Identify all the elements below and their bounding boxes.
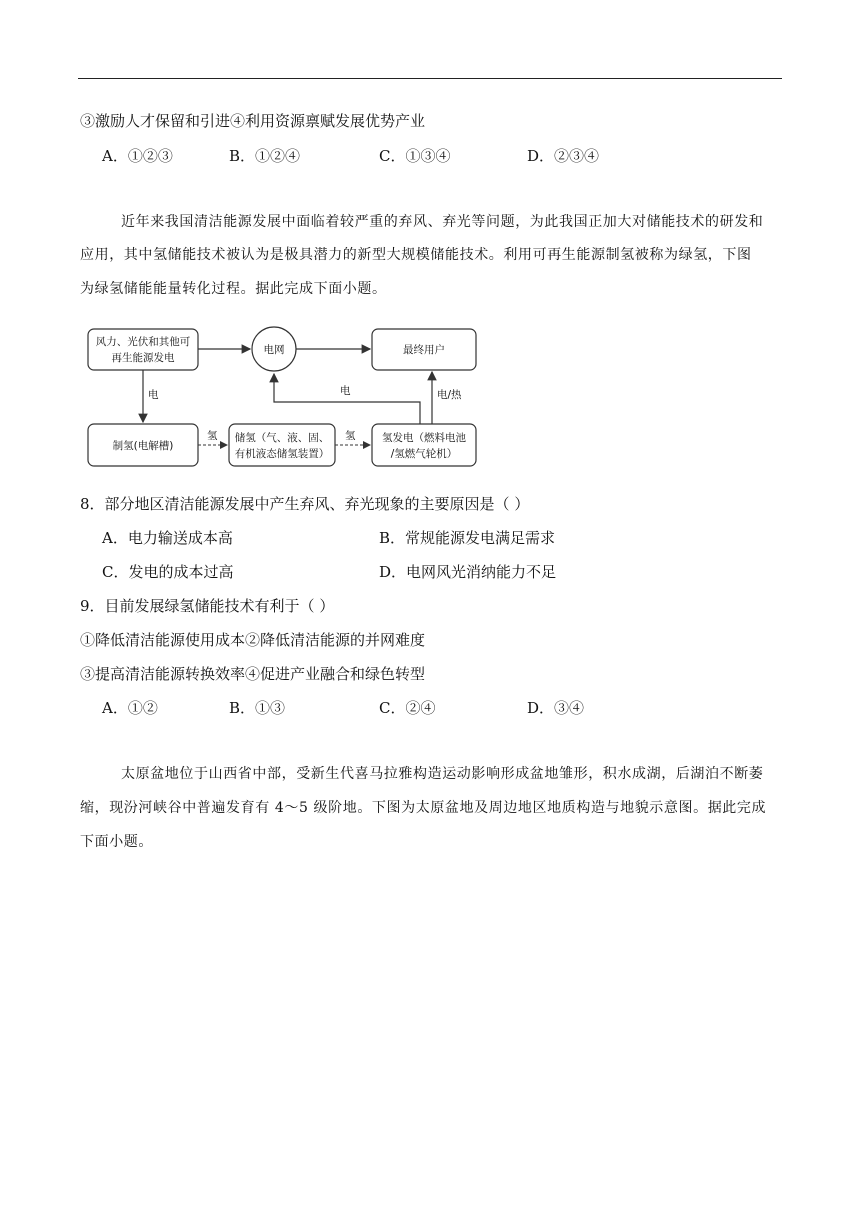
node-storage-label-2: 有机液态储氢装置）	[234, 448, 330, 460]
q9-option-b: B．①③	[229, 699, 286, 717]
node-renewable-label-2: 再生能源发电	[111, 352, 175, 364]
q9-choices-line-1: ①降低清洁能源使用成本②降低清洁能源的并网难度	[80, 631, 426, 649]
passage1-line-1: 近年来我国清洁能源发展中面临着较严重的弃风、弃光等问题，为此我国正加大对储能技术的研发和	[121, 214, 764, 230]
q9-option-c: C．②④	[379, 699, 436, 717]
passage1-line-3: 为绿氢储能能量转化过程。据此完成下面小题。	[80, 281, 387, 297]
q9-option-d: D．③④	[527, 699, 585, 717]
edge-label-elec-back: 电	[340, 385, 351, 397]
node-electrolysis-label: 制氢(电解槽)	[112, 440, 174, 452]
node-storage-label-1: 储氢（气、液、固、	[234, 432, 330, 444]
passage2-line-2: 缩，现汾河峡谷中普遍发育有 4～5 级阶地。下图为太原盆地及周边地区地质构造与地貌示意图。据此完成	[80, 800, 767, 816]
q8-stem: 8．部分地区清洁能源发展中产生弃风、弃光现象的主要原因是（ ）	[80, 495, 530, 513]
option-a: A．①②③	[102, 147, 173, 165]
passage2-line-1: 太原盆地位于山西省中部，受新生代喜马拉雅构造运动影响形成盆地雏形，积水成湖，后湖泊不断萎	[121, 766, 764, 782]
edge-label-elec-down: 电	[148, 389, 159, 401]
q9-choices-line-2: ③提高清洁能源转换效率④促进产业融合和绿色转型	[80, 665, 426, 683]
option-d: D．②③④	[527, 147, 600, 165]
option-c: C．①③④	[379, 147, 451, 165]
passage1-line-2: 应用，其中氢储能技术被认为是极具潜力的新型大规模储能技术。利用可再生能源制氢被称为绿氢，下图	[80, 247, 752, 263]
passage2-line-3: 下面小题。	[80, 834, 153, 850]
q8-option-c: C．发电的成本过高	[102, 563, 234, 581]
node-grid-label: 电网	[263, 344, 285, 356]
q8-option-d: D．电网风光消纳能力不足	[379, 563, 557, 581]
q8-option-b: B．常规能源发电满足需求	[379, 529, 556, 547]
node-renewable-label-1: 风力、光伏和其他可	[95, 336, 191, 348]
edge-label-elec-heat: 电/热	[437, 389, 462, 401]
option-b: B．①②④	[229, 147, 301, 165]
green-hydrogen-diagram	[0, 0, 860, 480]
edge-label-h2-1: 氢	[207, 430, 218, 442]
node-user-label: 最终用户	[403, 344, 445, 356]
q9-stem: 9．目前发展绿氢储能技术有利于（ ）	[80, 597, 335, 615]
q9-option-a: A．①②	[102, 699, 158, 717]
item-line: ③激励人才保留和引进④利用资源禀赋发展优势产业	[80, 112, 426, 130]
arrow-power-grid	[274, 374, 420, 424]
node-power-label-2: /氢燃气轮机）	[390, 448, 458, 460]
node-power-label-1: 氢发电（燃料电池	[382, 432, 466, 444]
q8-option-a: A．电力输送成本高	[102, 529, 233, 547]
edge-label-h2-2: 氢	[345, 430, 356, 442]
